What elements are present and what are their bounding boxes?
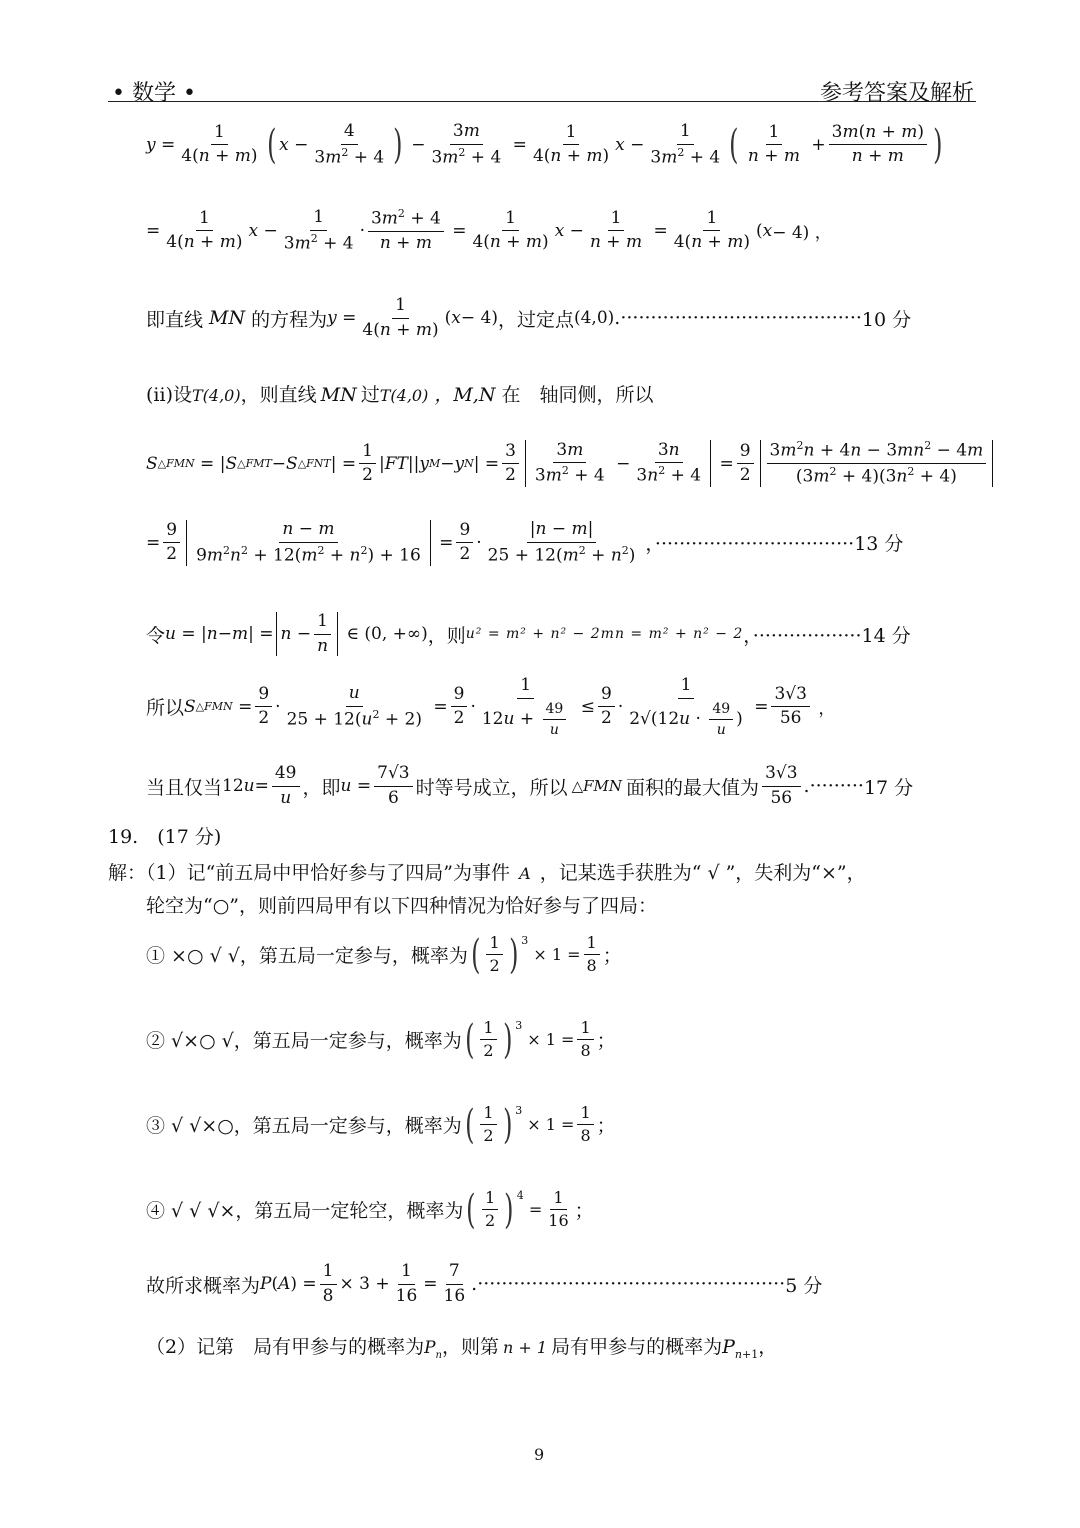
- area-line-1: S △FMN = | S △FMT − S △FNT | = $\frac{1}{2}$ | FT || y M − y N | = $\frac{3}{2}$ $\frac{3m}{3m^2 + 4}$ − $\frac{3n}{3n^2 + 4}$ = $\frac{9}{2}$ $\frac{3m^2n + 4n - 3mn^2 - 4m}{(3m^2 + 4)(3n^2 + 4)}$: [146, 440, 996, 487]
- case-3: ③ √ √×○，第五局一定参与，概率为 ( $\frac{1}{2}$ ) $^3$ × 1 = $\frac{1}{8}$ ；: [146, 1101, 616, 1148]
- header-subject: • 数学 •: [112, 81, 196, 106]
- line-part-2: （2）记第 局有甲参与的概率为$P_n$，则第 n + 1 局有甲参与的概率为$P_{n+1}$，: [146, 1336, 778, 1361]
- math-point: T(4,0): [191, 386, 241, 405]
- text-segment: ，则直线: [240, 384, 317, 406]
- score-dots: ，··················: [743, 624, 862, 647]
- text-segment: 当且仅当: [146, 776, 223, 799]
- text-segment: 解：（1）记“前五局中甲恰好参与了四局”为事件: [108, 862, 511, 884]
- case-1: ① ×○ √ √，第五局一定参与，概率为 ( $\frac{1}{2}$ ) $^3$ × 1 = $\frac{1}{8}$ ；: [146, 931, 622, 978]
- score-label: 10 分: [861, 308, 912, 331]
- math-event: A: [519, 864, 531, 883]
- score-label: 14 分: [861, 624, 911, 647]
- math-point: (4,0): [573, 308, 615, 329]
- equation-line-1: y = $\frac{1}{4(n + m)}$ ( x − $\frac{4}{3m^2 + 4}$ ) − $\frac{3m}{3m^2 + 4}$ = $\frac{1}{4(n + m)}$ x − $\frac{1}{3m^2 + 4}$ ( $\frac{1}{n + m}$ + $\frac{3m(n + m)}{n + m}$ ): [146, 121, 943, 168]
- line-ii: [146, 380, 653, 407]
- text-segment: 局有甲参与的概率为: [551, 1336, 723, 1358]
- line-bound: 所以 S △FMN = $\frac{9}{2}$ · $\frac{u}{25 + 12(u^2 + 2)}$ = $\frac{9}{2}$ · 1 12u + $\frac{49}{u}$ ≤ $\frac{9}{2}$ · 1 2√(12u · $\frac{49}{u}$ ) = $\frac{3√3}{56}$ ，: [146, 675, 836, 738]
- text-segment: ，则: [427, 624, 466, 647]
- text-segment: ；: [596, 1030, 616, 1053]
- line-10pts: 即直线 MN 的方程为 y = $\frac{1}{4(n + m)}$ ( x − 4) ，过定点 (4,0) .········································ 10 分: [146, 295, 912, 340]
- equation-line-2: = $\frac{1}{4(n + m)}$ x − $\frac{1}{3m^2 + 4}$ · $\frac{3m^2 + 4}{n + m}$ = $\frac{1}{4(n + m)}$ x − $\frac{1}{n + m}$ = $\frac{1}{4(n + m)}$ ( x − 4) ，: [146, 207, 832, 254]
- text-segment: (ii)设: [146, 384, 192, 406]
- math-mn: MN: [209, 307, 246, 330]
- score-dots: ，·································: [645, 533, 855, 556]
- text-segment: ；: [596, 1115, 616, 1138]
- line-14pts: 令 u = | n − m | = n − $\frac{1}{n}$ ∈ (0, +∞) ，则 u² = m² + n² − 2mn = m² + n² − 2 ，·················· 14 分: [146, 611, 911, 656]
- line-probability-a: 故所求概率为 P ( A ) = $\frac{1}{8}$ × 3 + $\frac{1}{16}$ = $\frac{7}{16}$ .··················································· 5 分: [146, 1261, 823, 1306]
- text-segment: ，记某选手获胜为“ √ ”，失利为“×”，: [539, 862, 866, 884]
- text-segment: 即直线: [146, 308, 204, 331]
- score-dots: .···················································: [471, 1273, 786, 1296]
- text-segment: ① ×○ √ √，第五局一定参与，概率为: [146, 945, 468, 968]
- math-triangle: △FMN: [571, 777, 623, 796]
- score-dots: .········································: [614, 307, 862, 330]
- header-title: 参考答案及解析: [819, 81, 974, 106]
- text-segment: 令: [146, 624, 166, 647]
- case-4: ④ √ √ √×，第五局一定轮空，概率为 ( $\frac{1}{2}$ ) $^4$ = $\frac{1}{16}$ ；: [146, 1186, 594, 1233]
- text-segment: 时等号成立，所以: [415, 776, 568, 799]
- text-segment: ③ √ √×○，第五局一定参与，概率为: [146, 1115, 462, 1138]
- area-line-2: = $\frac{9}{2}$ $\frac{n - m}{9m^2n^2 + 12(m^2 + n^2) + 16}$ = $\frac{9}{2}$ · $\frac{|n - m|}{25 + 12(m^2 + n^2)}$ ，································· 13 分: [146, 519, 904, 566]
- score-label: 17 分: [863, 776, 914, 799]
- text-segment: 所以: [146, 697, 185, 720]
- page-number: 9: [534, 1445, 545, 1464]
- text-segment: 面积的最大值为: [626, 776, 760, 799]
- case-2: ② √×○ √，第五局一定参与，概率为 ( $\frac{1}{2}$ ) $^3$ × 1 = $\frac{1}{8}$ ；: [146, 1016, 616, 1063]
- math-mn: MN: [320, 384, 357, 406]
- text-segment: ② √×○ √，第五局一定参与，概率为: [146, 1030, 462, 1053]
- math-point: T(4,0): [379, 386, 429, 405]
- math-mn: ，M,N: [434, 384, 496, 406]
- score-label: 13 分: [854, 533, 904, 556]
- text-segment: （2）记第 局有甲参与的概率为: [146, 1336, 425, 1358]
- text-segment: 故所求概率为: [146, 1274, 261, 1297]
- math-expression: u² = m² + n² − 2mn = m² + n² − 2: [465, 626, 744, 643]
- text-segment: 在 轴同侧，所以: [501, 384, 654, 406]
- header-rule: [108, 101, 976, 102]
- score-dots: .·········: [803, 775, 864, 798]
- text-segment: 的方程为: [251, 308, 328, 331]
- line-17pts: 当且仅当 12 u = $\frac{49}{u}$ ，即 u = $\frac{7√3}{6}$ 时等号成立，所以 △FMN 面积的最大值为 $\frac{3√3}{56}$ .········· 17 分: [146, 763, 914, 808]
- text-segment: ，: [758, 1336, 778, 1358]
- text-segment: ；: [574, 1200, 594, 1223]
- text-segment: ④ √ √ √×，第五局一定轮空，概率为: [146, 1200, 464, 1223]
- solution-line-2: 轮空为“○”，则前四局甲有以下四种情况为恰好参与了四局：: [146, 895, 658, 917]
- solution-line-1: [108, 858, 866, 885]
- math-index: n + 1: [503, 1338, 548, 1357]
- score-label: 5 分: [785, 1274, 823, 1297]
- question-19-heading: 19. (17 分): [108, 826, 222, 848]
- text-segment: ，即: [302, 776, 341, 799]
- text-segment: 过: [360, 384, 380, 406]
- text-segment: ；: [602, 945, 622, 968]
- text-segment: ，则第: [442, 1336, 500, 1358]
- text-segment: ，过定点: [497, 308, 574, 331]
